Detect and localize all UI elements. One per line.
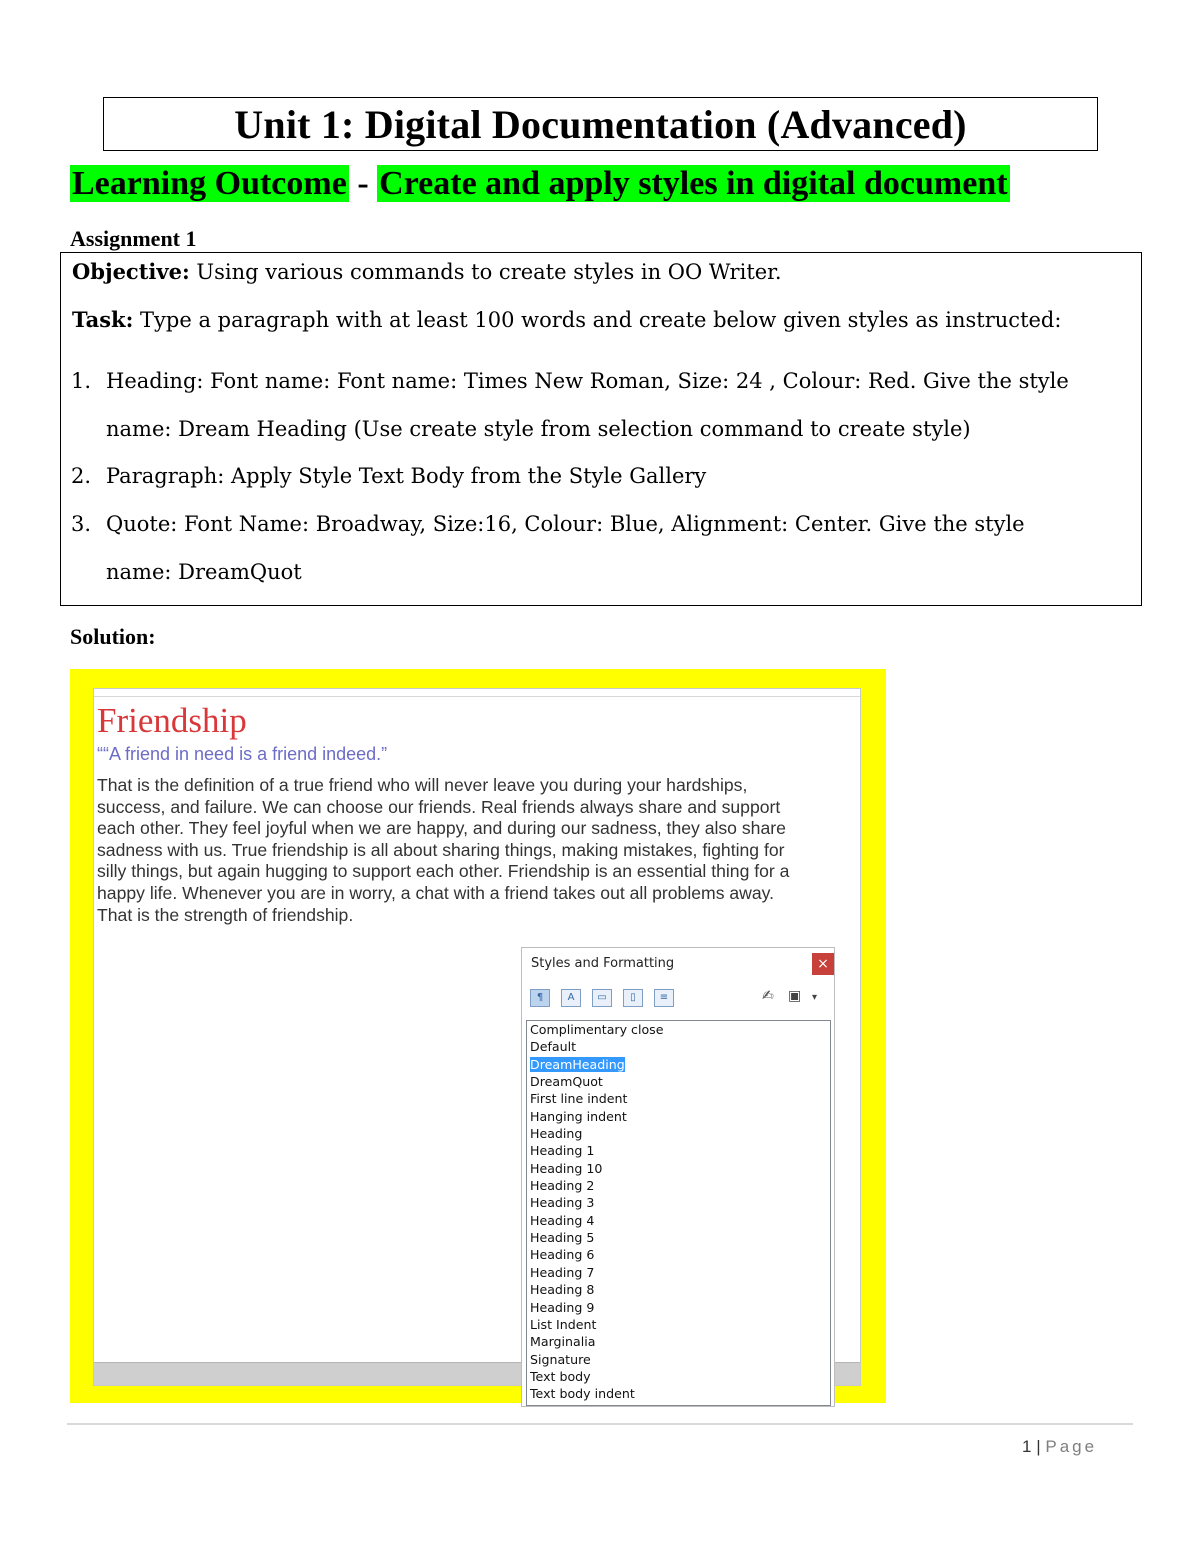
- style-item[interactable]: List Indent: [530, 1316, 597, 1332]
- style-item[interactable]: Heading 3: [530, 1195, 595, 1211]
- writer-document: [93, 688, 861, 1402]
- step-text: Quote: Font Name: Broadway, Size:16, Colour: Blue, Alignment: Center. Give the style: [106, 512, 1025, 536]
- title-box: [103, 97, 1098, 151]
- body-line: silly things, but again hugging to support each other. Friendship is an essential thing for a: [97, 861, 790, 882]
- frame-styles-icon[interactable]: ▭: [592, 989, 612, 1007]
- step-number: 3.: [71, 512, 92, 536]
- list-styles-icon[interactable]: ≡: [654, 989, 674, 1007]
- styles-formatting-panel: [521, 947, 835, 1407]
- body-line: That is the definition of a true friend who will never leave you during your hardships,: [97, 775, 748, 795]
- learning-outcome-text: Create and apply styles in digital document: [379, 165, 1008, 202]
- style-item[interactable]: Heading 1: [530, 1143, 595, 1159]
- learning-outcome-label: Learning Outcome: [72, 165, 347, 202]
- task-line: [72, 307, 1061, 332]
- new-style-icon[interactable]: ▣: [788, 988, 802, 1004]
- objective-label: Objective:: [72, 259, 190, 284]
- styles-list[interactable]: [526, 1020, 831, 1406]
- body-line: That is the strength of friendship.: [97, 904, 354, 925]
- style-item[interactable]: Text body indent: [530, 1386, 635, 1402]
- step-text: Heading: Font name: Font name: Times New Roman, Size: 24 , Colour: Red. Give the style: [106, 369, 1069, 393]
- style-item[interactable]: Heading 7: [530, 1264, 595, 1280]
- style-item[interactable]: Text body: [530, 1368, 591, 1384]
- step-number: 1.: [71, 369, 92, 393]
- style-item[interactable]: DreamQuot: [530, 1074, 603, 1090]
- style-item[interactable]: Heading 10: [530, 1160, 603, 1176]
- step-text: Paragraph: Apply Style Text Body from the Style Gallery: [106, 464, 707, 488]
- dream-heading: Friendship: [97, 701, 247, 740]
- objective-line: [72, 259, 782, 284]
- style-item[interactable]: Marginalia: [530, 1334, 596, 1350]
- step-text: name: DreamQuot: [106, 560, 302, 584]
- document-title: Unit 1: Digital Documentation (Advanced): [234, 101, 967, 147]
- page-label: Page: [1045, 1437, 1098, 1456]
- fill-format-icon[interactable]: ✍: [762, 988, 774, 1004]
- task-text: Type a paragraph with at least 100 words and create below given styles as instructed:: [140, 308, 1062, 332]
- solution-screenshot: [70, 669, 886, 1403]
- page-edge: [94, 696, 860, 697]
- footer-divider: [67, 1423, 1133, 1425]
- body-line: happy life. Whenever you are in worry, a chat with a friend takes out all problems away.: [97, 882, 775, 903]
- objective-text: Using various commands to create styles in OO Writer.: [196, 260, 782, 284]
- dream-quote: ““A friend in need is a friend indeed.”: [97, 744, 388, 764]
- body-line: sadness with us. True friendship is all about sharing things, making mistakes, fighting for: [97, 839, 785, 860]
- body-line: each other. They feel joyful when we are happy, and during our sadness, they also share: [97, 818, 786, 839]
- page-number: [1022, 1437, 1097, 1457]
- style-item[interactable]: Complimentary close: [530, 1022, 664, 1037]
- style-item-selected[interactable]: DreamHeading: [530, 1056, 625, 1072]
- body-line: success, and failure. We can choose our friends. Real friends always share and support: [97, 796, 781, 817]
- style-item[interactable]: Heading 2: [530, 1178, 595, 1194]
- style-item[interactable]: Heading: [530, 1126, 583, 1142]
- step-number: 2.: [71, 464, 92, 488]
- learning-outcome-separator: -: [357, 165, 369, 202]
- style-item[interactable]: Heading 6: [530, 1247, 595, 1263]
- style-item[interactable]: Default: [530, 1039, 577, 1055]
- style-item[interactable]: Heading 9: [530, 1299, 595, 1315]
- assignment-heading: Assignment 1: [70, 226, 197, 251]
- style-item[interactable]: Heading 8: [530, 1282, 595, 1298]
- page-number-separator: |: [1036, 1437, 1041, 1456]
- panel-title: Styles and Formatting: [531, 956, 675, 971]
- chevron-down-icon[interactable]: ▾: [812, 992, 818, 1003]
- page-styles-icon[interactable]: ▯: [623, 989, 643, 1007]
- body-paragraph: [97, 775, 859, 926]
- page-number-value: 1: [1022, 1437, 1032, 1456]
- close-icon[interactable]: ×: [812, 953, 834, 975]
- learning-outcome: [70, 165, 1010, 203]
- style-item[interactable]: Signature: [530, 1351, 591, 1367]
- solution-label: Solution:: [70, 624, 156, 649]
- style-item[interactable]: First line indent: [530, 1091, 628, 1107]
- task-label: Task:: [72, 307, 134, 332]
- character-styles-icon[interactable]: A: [561, 989, 581, 1007]
- step-text: name: Dream Heading (Use create style from selection command to create style): [106, 417, 971, 441]
- style-item[interactable]: Heading 4: [530, 1212, 595, 1228]
- style-item[interactable]: Heading 5: [530, 1230, 595, 1246]
- objective-box: [60, 252, 1142, 606]
- style-item[interactable]: Hanging indent: [530, 1108, 627, 1124]
- paragraph-styles-icon[interactable]: ¶: [530, 989, 550, 1007]
